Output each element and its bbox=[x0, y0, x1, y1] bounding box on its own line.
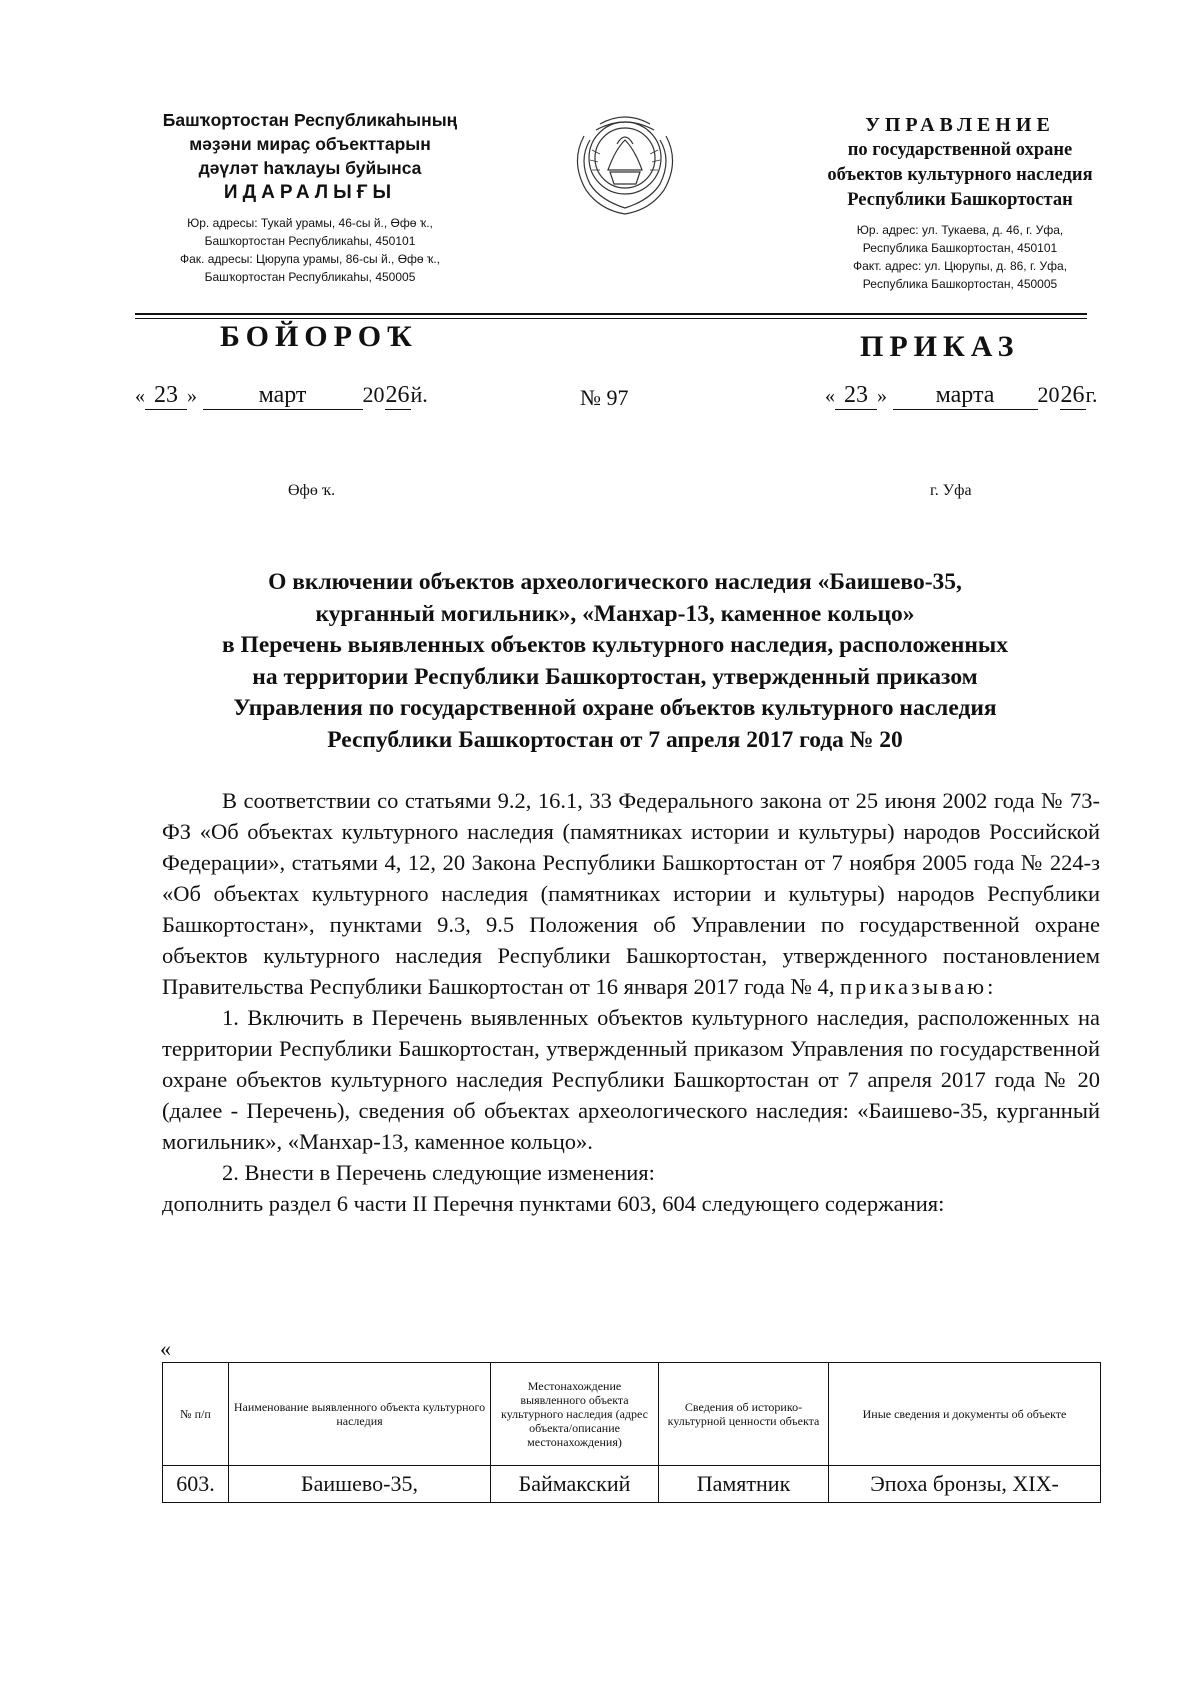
title-line: Республики Башкортостан от 7 апреля 2017 года № 20 bbox=[327, 726, 903, 753]
open-quote: « bbox=[160, 1336, 171, 1361]
date-month: март bbox=[203, 382, 363, 410]
date-close-quote: » bbox=[187, 385, 197, 407]
date-year-prefix: 20 bbox=[362, 382, 385, 407]
right-address-line: Факт. адрес: ул. Цюрупы, д. 86, г. Уфа, bbox=[852, 259, 1068, 273]
date-suffix: й. bbox=[410, 382, 428, 407]
coat-of-arms-emblem bbox=[570, 100, 680, 218]
table-header-cell: Наименование выявленного объекта культурного наследия bbox=[229, 1363, 491, 1466]
right-date bbox=[825, 382, 1098, 410]
right-address-line: Республика Башкортостан, 450101 bbox=[862, 241, 1058, 255]
item-2: 2. Внести в Перечень следующие изменения: bbox=[222, 1160, 655, 1185]
table-cell: Баймакский bbox=[491, 1466, 659, 1503]
left-address bbox=[130, 214, 490, 286]
left-org-line: Башҡортостан Республикаһының bbox=[162, 110, 458, 130]
table-header-cell: Иные сведения и документы об объекте bbox=[829, 1363, 1101, 1466]
table-header-cell: Местонахождение выявленного объекта культурного наследия (адрес объекта/описание местонахождения) bbox=[491, 1363, 659, 1466]
title-line: на территории Республики Башкортостан, утвержденный приказом bbox=[252, 663, 978, 690]
item-2-detail: дополнить раздел 6 части II Перечня пунктами 603, 604 следующего содержания: bbox=[162, 1191, 945, 1216]
right-address bbox=[790, 221, 1130, 293]
date-month: марта bbox=[893, 382, 1038, 410]
table-cell: Эпоха бронзы, XIX- bbox=[829, 1466, 1101, 1503]
preamble-text: В соответствии со статьями 9.2, 16.1, 33 Федерального закона от 25 июня 2002 года № 73-ФЗ «Об объектах культурного наследия (памятниках истории и культуры) народов Российской Федерации», статьями 4, 12, 20 Закона Республики Башкортостан от 7 ноября 2005 года № 224-з «Об объектах культурного наследия (памятниках истории и культуры) народов Республики Башкортостан», пунктами 9.3, 9.5 Положения об Управлении по государственной охране объектов культурного наследия Республики Башкортостан, утвержденного постановлением Правительства Республики Башкортостан от 16 января 2017 года № 4, bbox=[162, 788, 1100, 999]
right-address-line: Юр. адрес: ул. Тукаева, д. 46, г. Уфа, bbox=[856, 223, 1064, 237]
left-address-line: Башҡортостан Республикаһы, 450101 bbox=[204, 234, 416, 248]
right-doc-type: ПРИКАЗ bbox=[860, 330, 1020, 363]
document-title bbox=[150, 567, 1080, 756]
title-line: в Перечень выявленных объектов культурного наследия, расположенных bbox=[221, 632, 1009, 658]
preamble-paragraph bbox=[162, 785, 1100, 1002]
date-suffix: г. bbox=[1085, 382, 1098, 407]
item-1: 1. Включить в Перечень выявленных объектов культурного наследия, расположенных на территории Республики Башкортостан, утвержденный приказом Управления по государственной охране объектов культурного наследия Республики Башкортостан от 7 апреля 2017 года № 20 (далее - Перечень), сведения об объектах археологического наследия: «Баишево-35, курганный могильник», «Манхар-13, каменное кольцо». bbox=[162, 1005, 1100, 1154]
title-line: курганный могильник», «Манхар-13, каменное кольцо» bbox=[315, 600, 915, 627]
order-word: приказываю: bbox=[840, 974, 997, 999]
date-close-quote: » bbox=[877, 385, 887, 407]
left-org-line: мәҙәни мираҫ объекттарын bbox=[189, 134, 431, 154]
date-year: 26 bbox=[1060, 382, 1085, 408]
table-row bbox=[163, 1466, 1101, 1503]
table-header-row bbox=[163, 1363, 1101, 1466]
date-open-quote: « bbox=[135, 385, 145, 407]
left-city: Өфө ҡ. bbox=[288, 482, 336, 499]
left-header bbox=[130, 108, 490, 286]
date-open-quote: « bbox=[825, 385, 835, 407]
right-header bbox=[790, 112, 1130, 293]
table-cell: Памятник bbox=[659, 1466, 829, 1503]
right-org-caps: УПРАВЛЕНИЕ bbox=[865, 114, 1055, 136]
table-cell: Баишево-35, bbox=[229, 1466, 491, 1503]
document-body bbox=[162, 785, 1100, 1219]
table-header-cell: № п/п bbox=[163, 1363, 229, 1466]
title-line: Управления по государственной охране объектов культурного наследия bbox=[233, 695, 997, 721]
left-address-line: Юр. адресы: Тукай урамы, 46-сы й., Өфө ҡ., bbox=[187, 216, 433, 230]
left-org-line: дәүләт һаҡлауы буйынса bbox=[198, 158, 422, 178]
date-year: 26 bbox=[385, 382, 410, 408]
table-cell: 603. bbox=[163, 1466, 229, 1503]
left-address-line: Фак. адресы: Цюрупа урамы, 86-сы й., Өфө ҡ., bbox=[179, 252, 441, 266]
title-line: О включении объектов археологического наследия «Баишево-35, bbox=[268, 569, 962, 595]
table-header-cell: Сведения об историко-культурной ценности объекта bbox=[659, 1363, 829, 1466]
left-org-caps: ИДАРАЛЫҒЫ bbox=[223, 182, 397, 203]
right-org-line: Республики Башкортостан bbox=[847, 190, 1073, 210]
left-doc-type: БОЙОРОҠ bbox=[220, 320, 418, 353]
right-address-line: Республика Башкортостан, 450005 bbox=[862, 277, 1058, 291]
date-day: 23 bbox=[145, 382, 187, 410]
left-date bbox=[135, 382, 428, 410]
document-number: № 97 bbox=[580, 385, 629, 410]
objects-table bbox=[162, 1362, 1101, 1503]
right-city: г. Уфа bbox=[930, 482, 972, 499]
header-divider-thin bbox=[135, 318, 1087, 319]
date-year-prefix: 20 bbox=[1037, 382, 1060, 407]
header-divider bbox=[135, 313, 1087, 315]
left-address-line: Башҡортостан Республикаһы, 450005 bbox=[204, 270, 416, 284]
right-org-line: объектов культурного наследия bbox=[827, 165, 1093, 185]
date-day: 23 bbox=[835, 382, 877, 410]
right-org-line: по государственной охране bbox=[847, 140, 1073, 160]
